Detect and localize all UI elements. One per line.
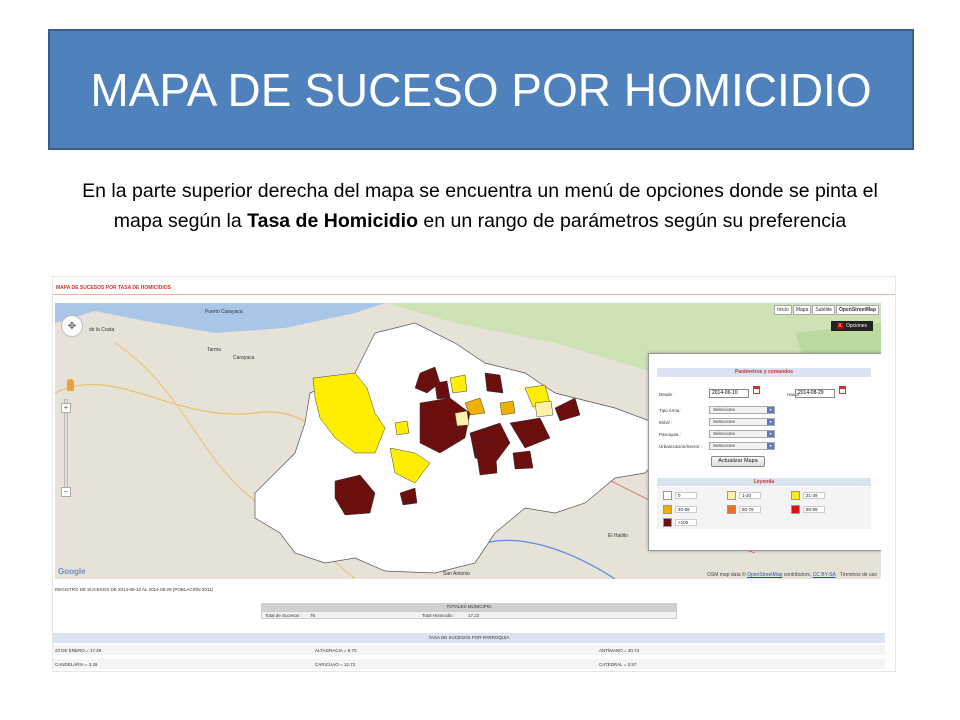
options-toggle-button[interactable]: [831, 321, 873, 331]
map-type-control[interactable]: [774, 305, 879, 315]
street-view-icon[interactable]: [67, 379, 74, 391]
table-cell: CANDELARIA = 3.29: [55, 662, 98, 667]
map-attribution: [707, 572, 877, 578]
parish-darkred-9: [485, 373, 503, 393]
table-row: [53, 645, 885, 655]
legend-label: 80-99: [803, 506, 825, 513]
legend-swatch: [727, 491, 736, 500]
tipo-arma-select[interactable]: [709, 406, 775, 414]
terms-link[interactable]: Términos de uso: [839, 572, 877, 578]
legend-header: Leyenda: [657, 478, 871, 486]
urbanizacion-select[interactable]: [709, 442, 775, 450]
legend-swatch: [663, 491, 672, 500]
parish-orange-2: [500, 401, 515, 415]
parish-yellow-5: [395, 421, 409, 435]
legend-label: 60-79: [739, 506, 761, 513]
map-view[interactable]: [55, 303, 881, 579]
legend-swatch: [727, 505, 736, 514]
parroquia-select[interactable]: [709, 430, 775, 438]
calendar-icon[interactable]: [839, 386, 846, 394]
legend-label: 1-20: [739, 492, 761, 499]
summary-section: [53, 583, 896, 672]
options-panel: [648, 353, 881, 551]
place-label: Tarma: [207, 347, 221, 353]
chevron-down-icon: ▾: [767, 419, 774, 425]
legend-item: [663, 505, 697, 514]
select-value: Seleccione: [713, 407, 736, 412]
attribution-mid: contributors,: [782, 572, 813, 578]
desde-input[interactable]: 2014-06-10: [709, 389, 749, 398]
legend-item: [791, 505, 825, 514]
legend-label: 0: [675, 492, 697, 499]
movil-select[interactable]: [709, 418, 775, 426]
parish-lightyellow-2: [535, 401, 553, 417]
table-cell: 23 DE ENERO = 17.48: [55, 648, 102, 653]
totales-header: TOTALES MUNICIPIO: [261, 603, 677, 611]
zoom-out-button[interactable]: −: [61, 487, 71, 497]
hasta-input[interactable]: 2014-08-29: [795, 389, 835, 398]
calendar-icon[interactable]: [753, 386, 760, 394]
chevron-down-icon: ▾: [767, 443, 774, 449]
select-value: Seleccione: [713, 419, 736, 424]
chevron-down-icon: ▾: [767, 407, 774, 413]
slide-description: [60, 176, 900, 236]
parish-lightyellow: [455, 411, 469, 426]
table-cell: CARICUAO = 12.72: [315, 662, 356, 667]
hasta-label: Hasta :: [787, 392, 802, 397]
legend-item: [663, 518, 697, 527]
pan-control[interactable]: ✥: [61, 315, 83, 337]
license-link[interactable]: CC BY-SA: [812, 572, 836, 578]
registro-title: REGISTRO DE SUCESOS DE 2014-06-10 AL 2014-08-29 (POBLACIÓN 2011): [55, 587, 214, 592]
update-map-button[interactable]: Actualizar Mapa: [711, 456, 765, 467]
legend-label: 40-59: [675, 506, 697, 513]
place-label: de la Costa: [89, 327, 115, 333]
legend-item: [727, 491, 761, 500]
app-screenshot: [52, 276, 896, 672]
legend-swatch: [791, 505, 800, 514]
total-sucesos-label: Total de Sucesos :: [265, 613, 302, 618]
table-cell: CATEDRAL = 3.57: [599, 662, 637, 667]
close-icon[interactable]: X: [838, 323, 842, 329]
place-label: El Hatillo: [608, 533, 628, 539]
options-label: Opciones: [845, 323, 868, 329]
movil-label: Móvil :: [659, 420, 673, 425]
table-cell: ALTAGRACIA = 9.70: [315, 648, 357, 653]
map-type-osm[interactable]: OpenStreetMap: [836, 305, 879, 315]
zoom-slider[interactable]: [64, 399, 68, 495]
legend-swatch: [663, 505, 672, 514]
map-type-satelite[interactable]: Satélite: [812, 305, 835, 315]
description-bold: Tasa de Homicidio: [247, 210, 418, 232]
urbanizacion-label: Urbanización/Sector :: [659, 444, 703, 449]
legend-item: [663, 491, 697, 500]
params-header: Parámetros y comandos: [657, 368, 871, 377]
map-type-inicio[interactable]: Inicio: [774, 305, 792, 315]
legend-swatch: [663, 518, 672, 527]
description-text: En la parte superior derecha del mapa se encuentra un menú de opciones donde se pinta el mapa según la: [82, 180, 878, 232]
parish-darkred-11: [513, 451, 533, 469]
total-homicidios-value: 17.22: [468, 613, 480, 618]
table-cell: ANTÍMANO = 20.74: [599, 648, 640, 653]
legend-label: 21-39: [803, 492, 825, 499]
legend-item: [791, 491, 825, 500]
place-label: San Antonio: [443, 571, 470, 577]
totales-row: [261, 611, 677, 619]
table-row: [53, 659, 885, 669]
legend-label: >100: [675, 519, 697, 526]
legend-item: [727, 505, 761, 514]
parroquia-label: Parroquia :: [659, 432, 682, 437]
select-value: Seleccione: [713, 443, 736, 448]
google-logo: Google: [58, 567, 86, 576]
select-value: Seleccione: [713, 431, 736, 436]
total-homicidios-label: Total Homicidio :: [422, 613, 456, 618]
osm-link[interactable]: OpenStreetMap: [747, 572, 783, 578]
attribution-prefix: OSM map data ©: [706, 572, 746, 578]
title-box: [48, 29, 914, 150]
place-label: Puerto Carayaca: [205, 309, 243, 315]
title-divider: [53, 294, 896, 295]
zoom-in-button[interactable]: +: [61, 403, 71, 413]
desde-label: Desde :: [659, 392, 675, 397]
tipo-arma-label: Tipo Arma :: [659, 408, 682, 413]
map-type-mapa[interactable]: Mapa: [793, 305, 812, 315]
tasa-header: TASA DE SUCESOS POR PARROQUIA: [53, 633, 885, 643]
parish-yellow-3: [450, 375, 467, 393]
legend: [657, 487, 871, 529]
place-label: Carayaca: [233, 355, 255, 361]
description-text-end: en un rango de parámetros según su preferencia: [418, 210, 847, 232]
app-page-title: MAPA DE SUCESOS POR TASA DE HOMICIDIOS: [56, 285, 172, 291]
legend-swatch: [791, 491, 800, 500]
slide-title: MAPA DE SUCESO POR HOMICIDIO: [90, 63, 872, 116]
total-sucesos-value: 76: [310, 613, 316, 618]
chevron-down-icon: ▾: [767, 431, 774, 437]
